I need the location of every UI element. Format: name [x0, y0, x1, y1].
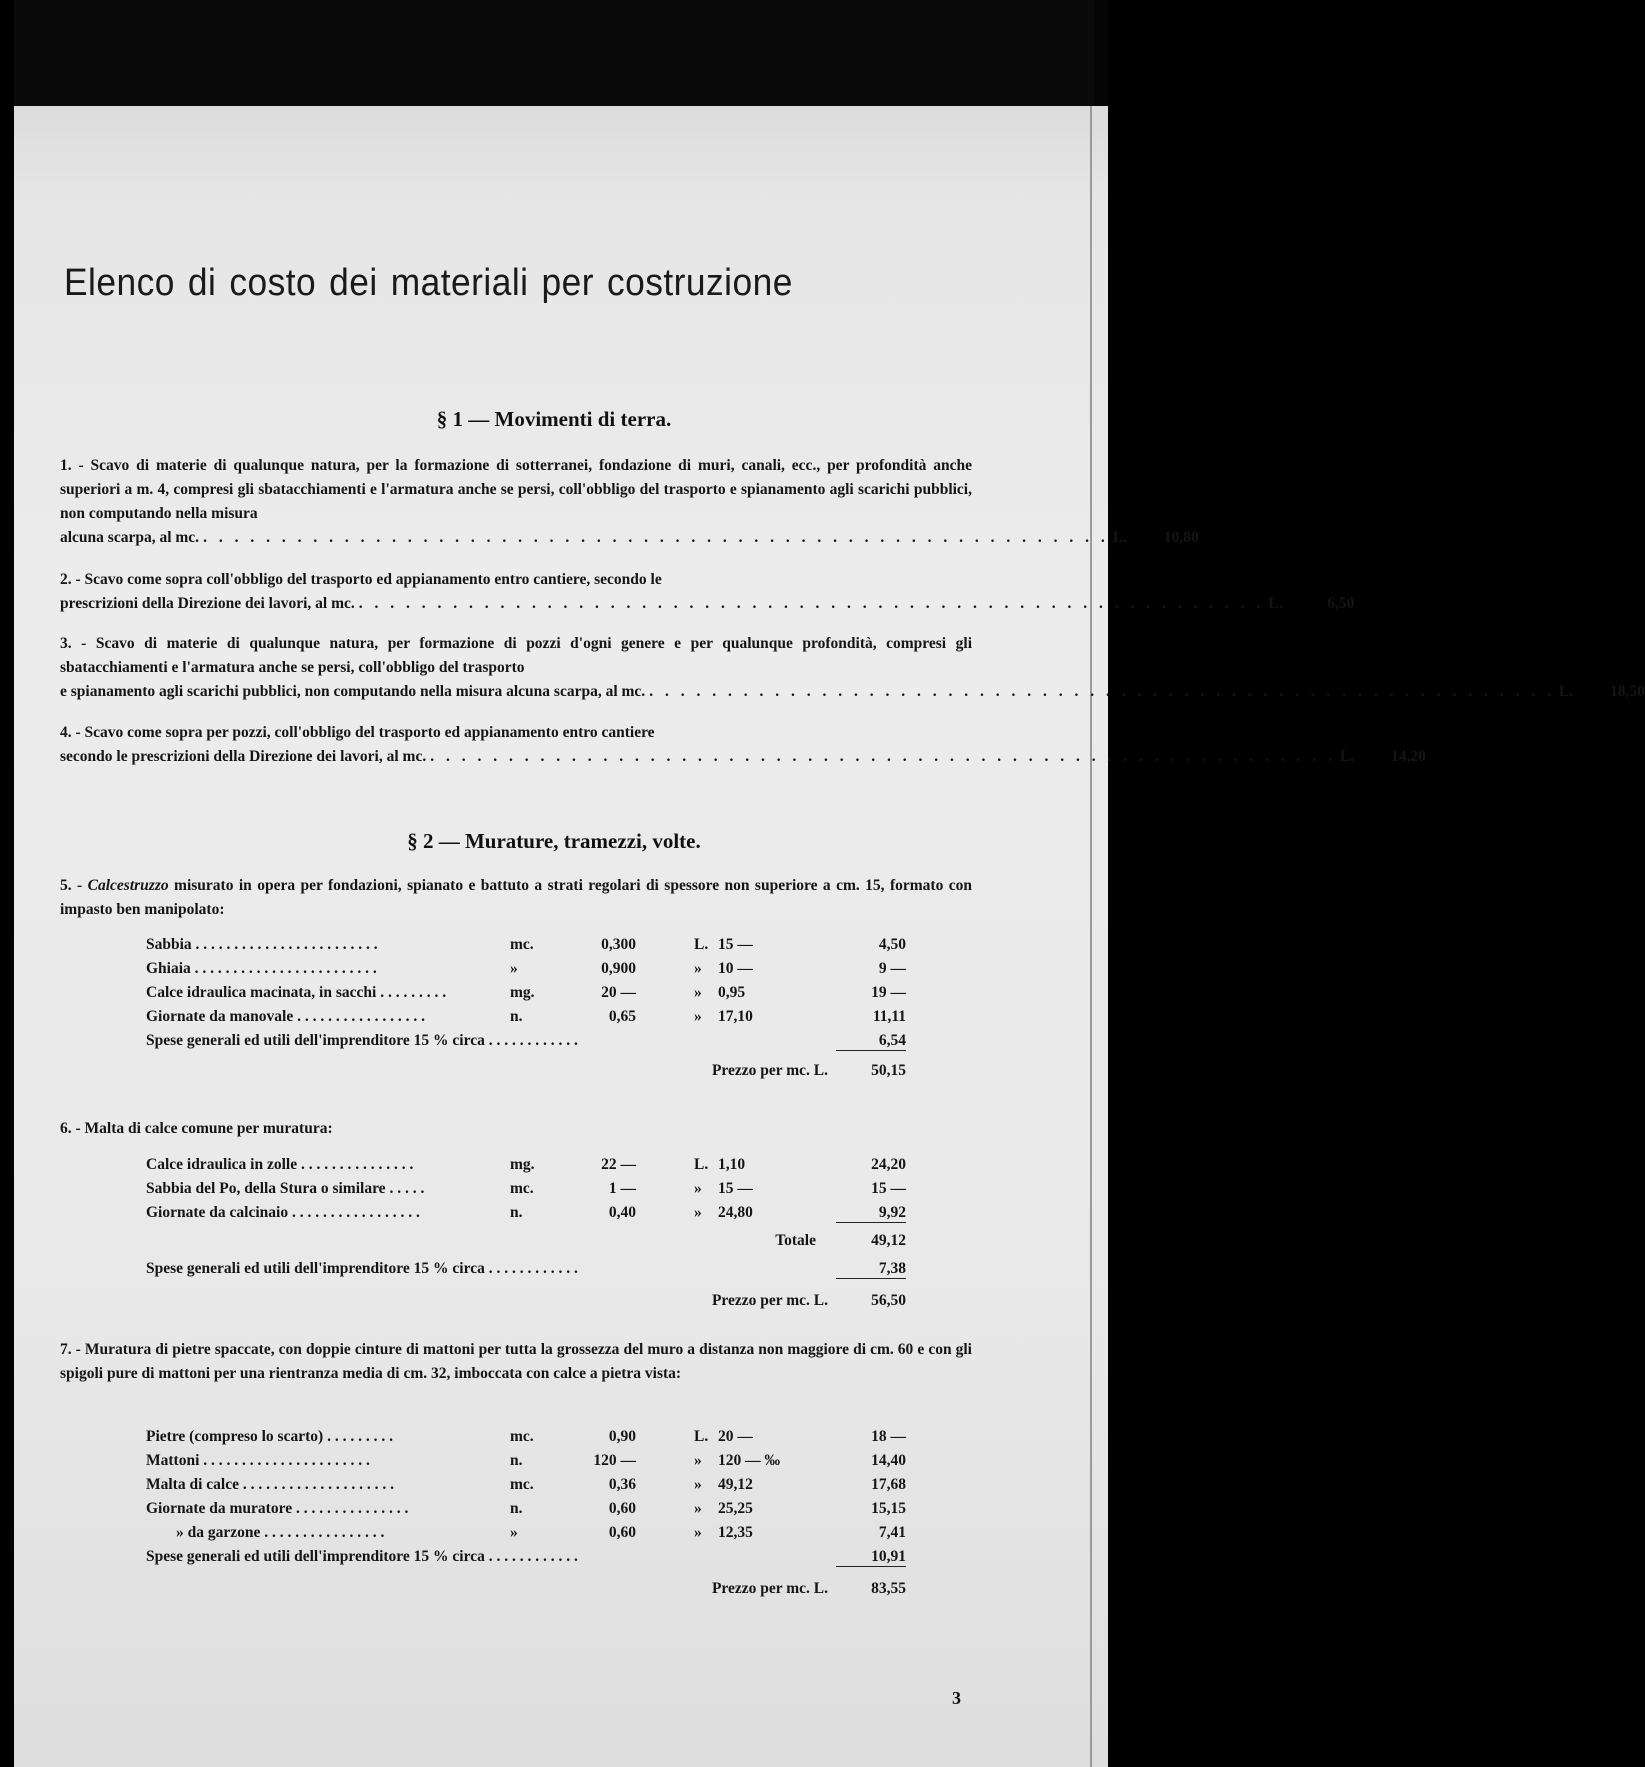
row-qty: 0,36: [608, 1476, 636, 1493]
row-currency: »: [694, 1204, 702, 1221]
row-name: Giornate da muratore . . . . . . . . . . . . . . .: [146, 1500, 409, 1517]
row-amount: 15,15: [871, 1500, 906, 1517]
row-name: Calce idraulica in zolle . . . . . . . . . . . . . . .: [146, 1156, 414, 1173]
row-price: 15 —: [718, 936, 753, 953]
row-amount: 17,68: [871, 1476, 906, 1493]
row-name: Mattoni . . . . . . . . . . . . . . . . . . . . . .: [146, 1452, 370, 1469]
row-price: 0,95: [718, 984, 746, 1001]
item-7: [60, 1338, 972, 1386]
row-price: 12,35: [718, 1524, 753, 1541]
row-amount: 7,38: [836, 1260, 906, 1279]
row-currency: »: [694, 1524, 702, 1541]
scan-border-top: [14, 0, 1108, 106]
leader-dots: . . . . . . . . . . . . . . . . . . . . . . . . . . . . . . . . . . . . . . . . . . . . . . . . . . . . . . . . . .: [203, 529, 1109, 546]
row-currency: L.: [694, 1156, 709, 1173]
row-amount: 7,41: [878, 1524, 906, 1541]
row-unit: n.: [510, 1008, 523, 1025]
row-unit: »: [510, 1524, 518, 1541]
item-2-last-line: prescrizioni della Direzione dei lavori, al mc.: [60, 595, 355, 612]
row-price: 24,80: [718, 1204, 753, 1221]
total-label: Prezzo per mc. L.: [711, 1292, 828, 1309]
row-currency: »: [694, 984, 702, 1001]
row-price: 25,25: [718, 1500, 753, 1517]
page-title: [64, 262, 920, 305]
item-5: [60, 874, 972, 922]
item-4: [60, 721, 1426, 769]
item-3: [60, 632, 1645, 704]
subtotal-amount: 49,12: [871, 1232, 906, 1249]
row-name: Spese generali ed utili dell'imprenditore 15 % circa . . . . . . . . . . . .: [146, 1260, 578, 1277]
total-amount: 83,55: [871, 1580, 906, 1597]
row-unit: mc.: [510, 1428, 534, 1445]
row-price: 20 —: [718, 1428, 753, 1445]
row-unit: n.: [510, 1204, 523, 1221]
leader-dots: . . . . . . . . . . . . . . . . . . . . . . . . . . . . . . . . . . . . . . . . . . . . . . . . . . . . . . . . . .: [430, 748, 1336, 765]
row-price: 17,10: [718, 1008, 753, 1025]
row-unit: n.: [510, 1500, 523, 1517]
row-qty: 20 —: [601, 984, 636, 1001]
row-price: 10 —: [718, 960, 753, 977]
row-name: Malta di calce . . . . . . . . . . . . . . . . . . . .: [146, 1476, 394, 1493]
currency-label: L.: [1558, 683, 1574, 700]
row-price: 15 —: [718, 1180, 753, 1197]
row-currency: »: [694, 1476, 702, 1493]
row-name: Sabbia . . . . . . . . . . . . . . . . . . . . . . . .: [146, 936, 378, 953]
row-amount: 14,40: [871, 1452, 906, 1469]
row-name: Ghiaia . . . . . . . . . . . . . . . . . . . . . . . .: [146, 960, 377, 977]
page-number: 3: [952, 1688, 961, 1708]
item-1-text: 1. - Scavo di materie di qualunque natura, per la formazione di sotterranei, fondazione di muri, canali, ecc., per profondità anche superiori a m. 4, compresi gli sbatacchiamenti e l'armatura anche se persi, coll'obbligo del trasporto e spianamento agli scarichi pubblici, non computando nella misura: [60, 457, 972, 522]
row-currency: L.: [694, 1428, 709, 1445]
total-label: Prezzo per mc. L.: [711, 1062, 828, 1079]
item-3-last-line: e spianamento agli scarichi pubblici, non computando nella misura alcuna scarpa, al mc.: [60, 683, 646, 700]
item-4-last-line: secondo le prescrizioni della Direzione dei lavori, al mc.: [60, 748, 427, 765]
currency-label: L.: [1268, 595, 1283, 612]
row-amount: 9,92: [836, 1204, 906, 1223]
row-amount: 9 —: [878, 960, 906, 977]
row-qty: 22 —: [601, 1156, 636, 1173]
row-currency: »: [694, 960, 702, 977]
row-qty: 0,40: [608, 1204, 636, 1221]
item-2-amount: 6,50: [1327, 595, 1355, 612]
row-qty: 0,60: [608, 1524, 636, 1541]
row-unit: mc.: [510, 936, 534, 953]
title-word: per: [541, 262, 594, 304]
total-amount: 50,15: [871, 1062, 906, 1079]
item-5-italic-term: Calcestruzzo: [87, 877, 169, 894]
section-heading-2: § 2 — Murature, tramezzi, volte.: [407, 829, 701, 853]
row-unit: n.: [510, 1452, 523, 1469]
row-amount: 15 —: [871, 1180, 906, 1197]
row-currency: »: [694, 1452, 702, 1469]
leader-dots: . . . . . . . . . . . . . . . . . . . . . . . . . . . . . . . . . . . . . . . . . . . . . . . . . . . . . . . . . .: [649, 683, 1555, 700]
item-3-amount: 18,50: [1609, 683, 1645, 700]
row-amount: 19 —: [871, 984, 906, 1001]
title-word: di: [187, 262, 217, 304]
row-name: Pietre (compreso lo scarto) . . . . . . . . .: [146, 1428, 393, 1445]
total-amount: 56,50: [871, 1292, 906, 1309]
row-price: 49,12: [718, 1476, 753, 1493]
row-price: 120 — ‰: [718, 1452, 780, 1469]
subtotal-label: Totale: [775, 1232, 816, 1249]
title-word: costo: [229, 262, 317, 304]
row-qty: 0,900: [601, 960, 636, 977]
row-currency: »: [694, 1180, 702, 1197]
leader-dots: . . . . . . . . . . . . . . . . . . . . . . . . . . . . . . . . . . . . . . . . . . . . . . . . . . . . . . . . . .: [358, 595, 1265, 612]
row-amount: 6,54: [836, 1032, 906, 1051]
row-unit: mc.: [510, 1476, 534, 1493]
item-2: [60, 568, 1355, 616]
page-edge-line: [1090, 106, 1092, 1767]
row-unit: mc.: [510, 1180, 534, 1197]
total-label: Prezzo per mc. L.: [711, 1580, 828, 1597]
currency-label: L.: [1112, 529, 1127, 546]
row-unit: mg.: [510, 984, 535, 1001]
row-qty: 0,300: [601, 936, 636, 953]
item-7-text: 7. - Muratura di pietre spaccate, con doppie cinture di mattoni per tutta la grossezza del muro a distanza non maggiore di cm. 60 e con gli spigoli pure di mattoni per una rientranza media di cm. 32, imboccata con calce a pietra vista:: [60, 1341, 972, 1382]
row-name: Calce idraulica macinata, in sacchi . . . . . . . . .: [146, 984, 447, 1001]
item-5-number: 5. -: [60, 877, 83, 894]
row-currency: L.: [694, 936, 709, 953]
row-currency: »: [694, 1500, 702, 1517]
row-name: Spese generali ed utili dell'imprenditore 15 % circa . . . . . . . . . . . .: [146, 1032, 578, 1049]
item-1-last-line: alcuna scarpa, al mc.: [60, 529, 200, 546]
item-4-text: 4. - Scavo come sopra per pozzi, coll'obbligo del trasporto ed appianamento entro cantiere: [60, 724, 655, 741]
row-unit: »: [510, 960, 518, 977]
row-amount: 4,50: [878, 936, 906, 953]
row-amount: 10,91: [836, 1548, 906, 1567]
item-2-text: 2. - Scavo come sopra coll'obbligo del trasporto ed appianamento entro cantiere, secondo le: [60, 571, 662, 588]
row-price: 1,10: [718, 1156, 746, 1173]
row-qty: 120 —: [593, 1452, 636, 1469]
title-word: dei: [329, 262, 378, 304]
row-unit: mg.: [510, 1156, 535, 1173]
row-name: » da garzone . . . . . . . . . . . . . . . .: [176, 1524, 385, 1541]
item-1: [60, 454, 1199, 550]
row-qty: 0,90: [608, 1428, 636, 1445]
item-3-text: 3. - Scavo di materie di qualunque natura, per formazione di pozzi d'ogni genere e per qualunque profondità, compresi gli sbatacchiamenti e l'armatura anche se persi, coll'obbligo del trasporto: [60, 635, 972, 676]
currency-label: L.: [1339, 748, 1355, 765]
row-qty: 0,60: [608, 1500, 636, 1517]
item-6: [60, 1117, 972, 1141]
title-word: materiali: [390, 262, 529, 304]
row-currency: »: [694, 1008, 702, 1025]
row-name: Sabbia del Po, della Stura o similare . . . . .: [146, 1180, 425, 1197]
item-5-text: misurato in opera per fondazioni, spianato e battuto a strati regolari di spessore non superiore a cm. 15, formato con impasto ben manipolato:: [60, 877, 972, 918]
row-amount: 24,20: [871, 1156, 906, 1173]
title-word: costruzione: [606, 262, 793, 304]
row-qty: 1 —: [608, 1180, 636, 1197]
row-qty: 0,65: [608, 1008, 636, 1025]
row-name: Giornate da calcinaio . . . . . . . . . . . . . . . . .: [146, 1204, 420, 1221]
row-amount: 11,11: [872, 1008, 906, 1025]
row-name: Spese generali ed utili dell'imprenditore 15 % circa . . . . . . . . . . . .: [146, 1548, 578, 1565]
item-6-text: 6. - Malta di calce comune per muratura:: [60, 1120, 333, 1137]
row-amount: 18 —: [871, 1428, 906, 1445]
item-1-amount: 10,80: [1163, 529, 1199, 546]
row-name: Giornate da manovale . . . . . . . . . . . . . . . . .: [146, 1008, 425, 1025]
item-4-amount: 14,20: [1390, 748, 1426, 765]
title-word: Elenco: [64, 262, 175, 304]
section-heading-1: § 1 — Movimenti di terra.: [436, 407, 672, 431]
